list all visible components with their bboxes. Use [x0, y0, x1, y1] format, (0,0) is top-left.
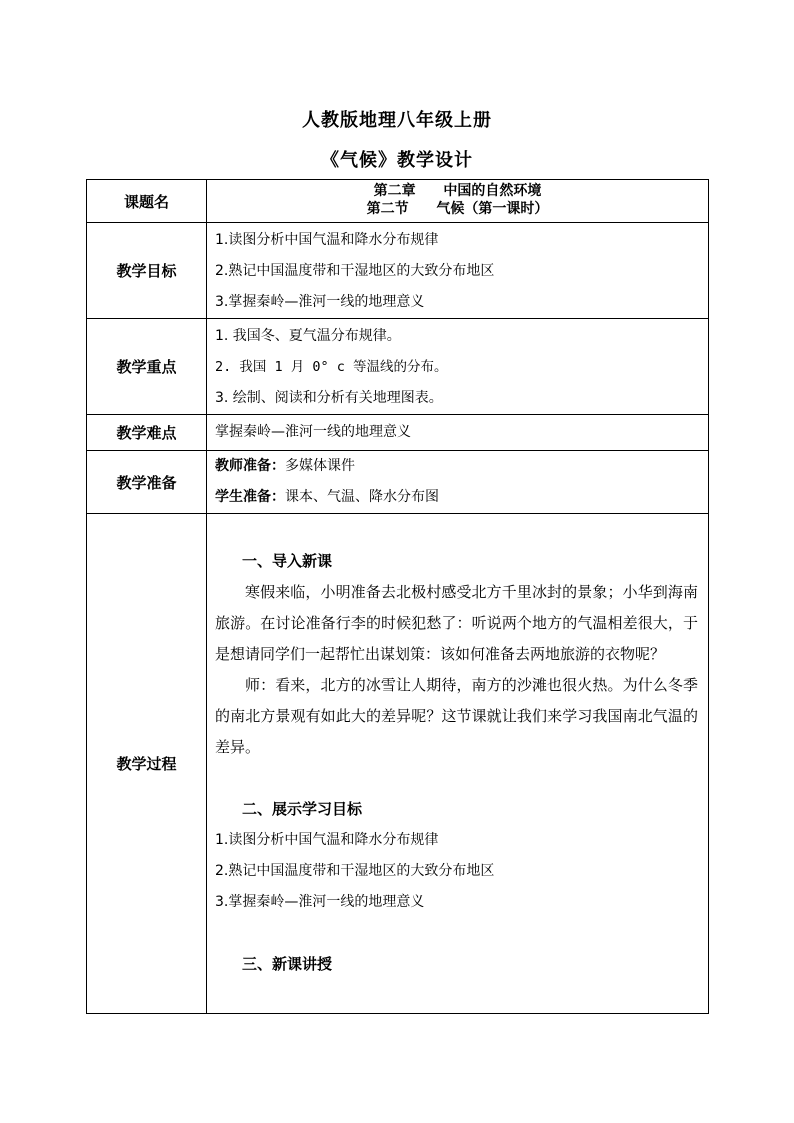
objective-item: 3.掌握秦岭—淮河一线的地理意义 — [215, 894, 425, 910]
process-row — [87, 514, 709, 1014]
objectives-row — [87, 223, 709, 319]
objective-item: 3.掌握秦岭—淮河一线的地理意义 — [215, 294, 425, 310]
topic-cell — [207, 180, 709, 223]
objective-item: 2.熟记中国温度带和干湿地区的大致分布地区 — [215, 863, 495, 879]
key-points-label: 教学重点 — [87, 319, 207, 415]
intro-paragraph: 寒假来临，小明准备去北极村感受北方千里冰封的景象；小华到海南旅游。在讨论准备行李的时候犯愁了：听说两个地方的气温相差很大，于是想请同学们一起帮忙出谋划策：该如何准备去两地旅游的衣物呢？ — [215, 583, 698, 663]
student-preparation-text: 课本、气温、降水分布图 — [285, 489, 439, 505]
difficulty-row — [87, 415, 709, 451]
section-heading-objectives: 二、展示学习目标 — [242, 800, 363, 818]
difficulty-cell — [207, 415, 709, 451]
preparation-row — [87, 451, 709, 514]
difficulty-text: 掌握秦岭—淮河一线的地理意义 — [215, 424, 411, 440]
student-preparation-label: 学生准备： — [215, 489, 285, 505]
objective-item: 1.读图分析中国气温和降水分布规律 — [215, 832, 439, 848]
teacher-preparation-label: 教师准备： — [215, 458, 285, 474]
teacher-preparation-text: 多媒体课件 — [285, 458, 355, 474]
document-subtitle: 《气候》教学设计 — [321, 150, 473, 171]
process-content — [207, 514, 708, 980]
document-title: 人教版地理八年级上册 — [302, 110, 492, 131]
key-points-cell — [207, 319, 709, 415]
lesson-plan-table — [86, 179, 709, 1014]
process-cell — [207, 514, 709, 1014]
teacher-paragraph: 师：看来，北方的冰雪让人期待，南方的沙滩也很火热。为什么冬季的南北方景观有如此大的差异呢？这节课就让我们来学习我国南北气温的差异。 — [215, 676, 698, 756]
difficulty-label: 教学难点 — [87, 415, 207, 451]
objectives-label: 教学目标 — [87, 223, 207, 319]
preparation-label: 教学准备 — [87, 451, 207, 514]
section-line — [207, 200, 708, 218]
student-preparation — [207, 482, 708, 513]
key-point-item: 1. 我国冬、夏气温分布规律。 — [215, 328, 401, 344]
process-label: 教学过程 — [87, 514, 207, 1014]
key-points-row — [87, 319, 709, 415]
chapter-number: 第二章 — [373, 183, 416, 199]
preparation-cell — [207, 451, 709, 514]
section-title: 气候（第一课时） — [436, 201, 549, 217]
key-point-item: 3. 绘制、阅读和分析有关地理图表。 — [215, 390, 443, 406]
objectives-cell — [207, 223, 709, 319]
chapter-title: 中国的自然环境 — [443, 183, 542, 199]
objective-item: 1.读图分析中国气温和降水分布规律 — [215, 232, 439, 248]
teacher-preparation — [207, 451, 708, 482]
section-number: 第二节 — [366, 201, 409, 217]
topic-label: 课题名 — [87, 180, 207, 223]
chapter-line — [207, 180, 708, 200]
section-heading-new-lesson: 三、新课讲授 — [242, 955, 333, 973]
objective-item: 2.熟记中国温度带和干湿地区的大致分布地区 — [215, 263, 495, 279]
topic-row — [87, 180, 709, 223]
key-point-item: 2. 我国 1 月 0° c 等温线的分布。 — [215, 359, 448, 375]
section-heading-intro: 一、导入新课 — [242, 552, 333, 570]
